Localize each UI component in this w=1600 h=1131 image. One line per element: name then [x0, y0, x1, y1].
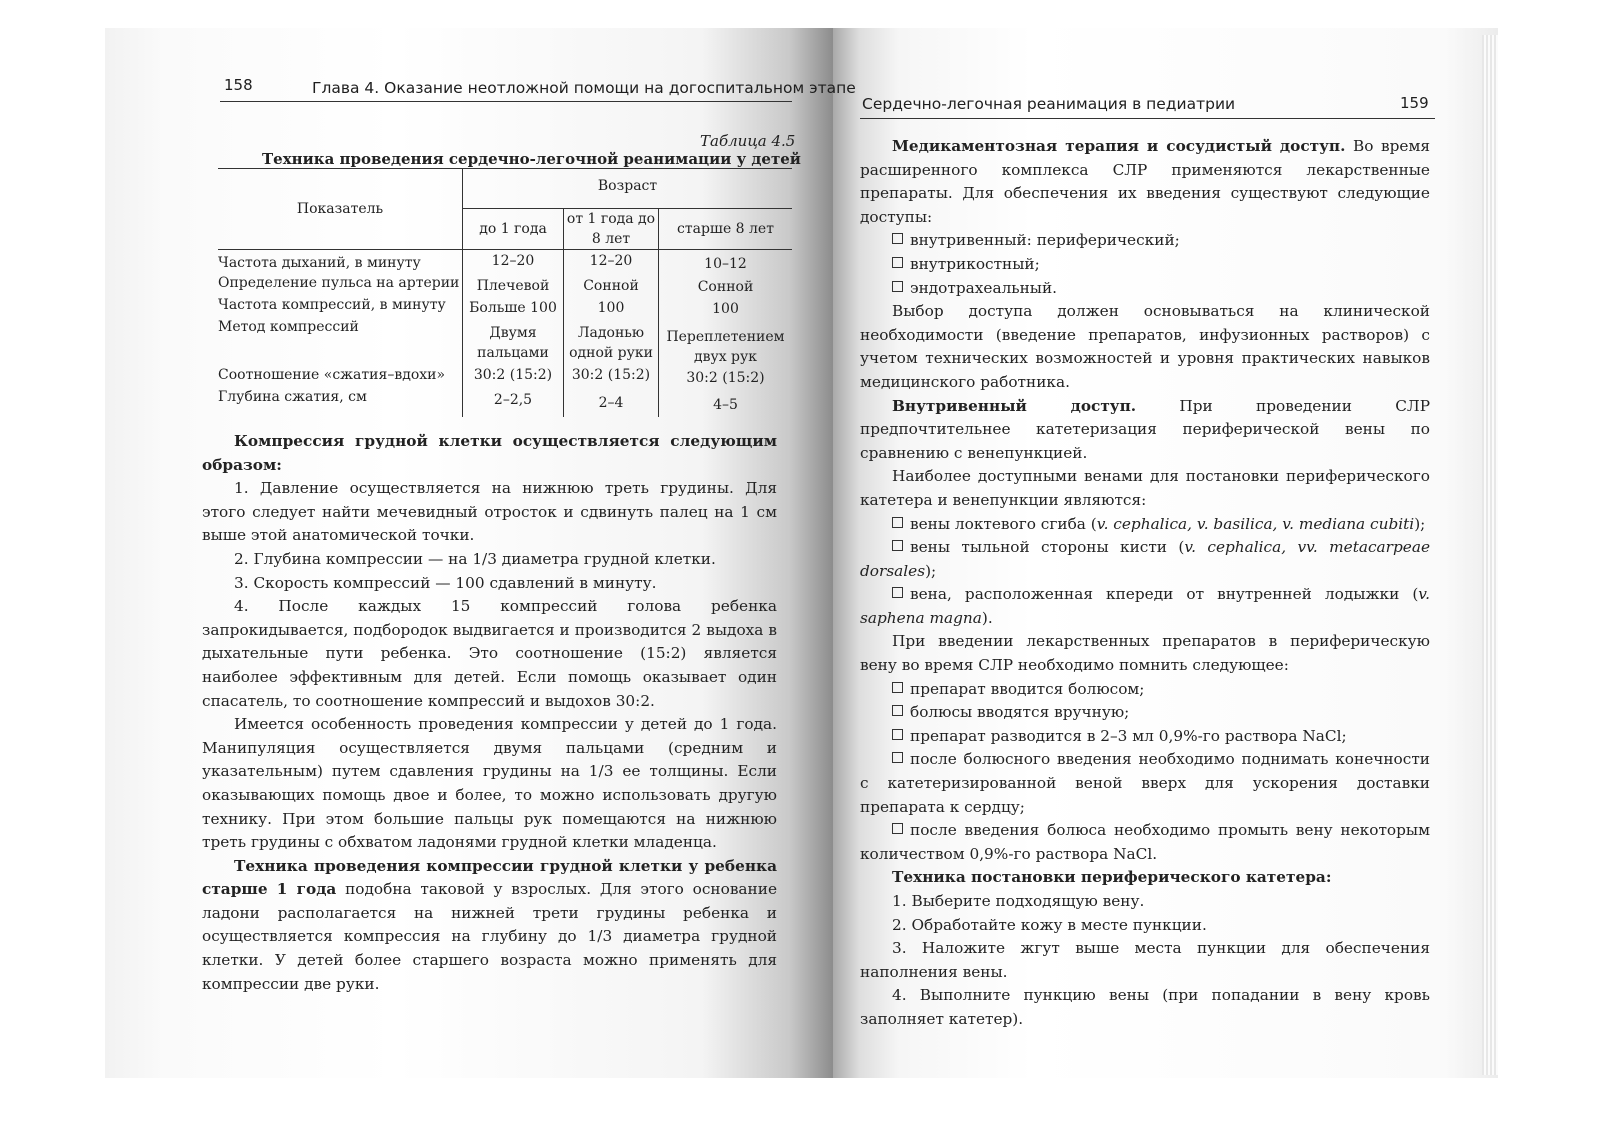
paragraph: Выбор доступа должен основываться на клинической необходимости (введение препаратов, инфузионных растворов) с учетом технических возможностей и уровня практических навыков медицинского работника.	[860, 302, 1430, 391]
checkbox-bullet-icon	[892, 540, 903, 551]
vein-latin: v. cephalica, vv. metacarpeae dorsales	[860, 538, 1430, 580]
list-item	[860, 229, 1430, 253]
page-number-left: 158	[224, 76, 253, 94]
vein-text-end: );	[925, 561, 937, 580]
vein-text: вена, расположенная кпереди от внутренней лодыжки (	[910, 585, 1419, 604]
cell: Плечевой	[463, 275, 564, 297]
paragraph-older-bold: Техника проведения компрессии грудной клетки у ребенка старше 1 года	[202, 856, 777, 899]
vein-latin: v. cephalica, v. basilica, v. mediana cubiti	[1096, 514, 1415, 533]
cell-indicator: Соотношение «сжатия–вдохи»	[218, 367, 446, 383]
cell: 30:2 (15:2)	[564, 367, 659, 389]
list-item-label: после болюсного введения необходимо поднимать конечности с катетеризированной веной вверх для ускорения доставки препарата к сердцу;	[860, 750, 1430, 816]
th-age: Возраст	[463, 169, 793, 209]
list-item	[860, 583, 1430, 630]
vein-latin: v. saphena magna	[860, 585, 1430, 627]
p3-bold: Внутривенный доступ.	[892, 396, 1137, 415]
left-body-text	[202, 430, 777, 996]
checkbox-bullet-icon	[892, 587, 903, 598]
cell-indicator: Частота компрессий, в минуту	[218, 297, 446, 313]
cell-indicator: Глубина сжатия, см	[218, 389, 367, 405]
vein-text: вены локтевого сгиба (	[910, 514, 1097, 533]
checkbox-bullet-icon	[892, 729, 903, 740]
list-item-label: после введения болюса необходимо промыть вену некоторым количеством 0,9%-го раствора NaCl.	[860, 821, 1430, 863]
step-item: 1. Выберите подходящую вену.	[892, 892, 1145, 910]
list-item-label: внутривенный: периферический;	[910, 231, 1180, 250]
cell: 100	[564, 297, 659, 319]
table-row	[218, 389, 792, 417]
cell: 30:2 (15:2)	[463, 367, 564, 389]
cell: Сонной	[659, 275, 793, 297]
list-item	[860, 748, 1430, 819]
list-item	[860, 678, 1430, 702]
list-item-label: болюсы вводятся вручную;	[910, 703, 1130, 722]
compression-heading: Компрессия грудной клетки осуществляется следующим образом:	[202, 432, 777, 474]
cell: 10–12	[659, 250, 793, 276]
cell: Переплетением двух рук	[659, 319, 793, 367]
list-item-label: внутрикостный;	[910, 254, 1040, 273]
p3-text: При проведении СЛР предпочтительнее катетеризация периферической вены по сравнению с венепункцией.	[860, 396, 1430, 462]
cell: 100	[659, 297, 793, 319]
paragraph-older-text: подобна таковой у взрослых. Для этого основание ладони располагается на нижней трети грудины ребенка и осуществляется компрессия на глубину до 1/3 диаметра грудной клетки. У детей более старшего возраста можно применять для компрессии две руки.	[202, 880, 777, 993]
table-row	[218, 250, 792, 276]
th-indicator: Показатель	[218, 169, 463, 250]
step-item: 3. Скорость компрессий — 100 сдавлений в минуту.	[234, 573, 657, 592]
vein-text-end: );	[1414, 514, 1426, 533]
th-age-col: до 1 года	[463, 209, 564, 250]
catheter-heading: Техника постановки периферического катетера:	[892, 868, 1332, 887]
cell: Ладонью одной руки	[564, 319, 659, 367]
list-item	[860, 819, 1430, 866]
cell: 30:2 (15:2)	[659, 367, 793, 389]
header-rule-left	[220, 101, 792, 102]
list-item-label: препарат вводится болюсом;	[910, 679, 1145, 698]
checkbox-bullet-icon	[892, 233, 903, 244]
step-item: 2. Обработайте кожу в месте пункции.	[892, 915, 1207, 934]
right-body-text	[860, 135, 1430, 1032]
table-row	[218, 319, 792, 367]
paragraph-infant: Имеется особенность проведения компрессии у детей до 1 года. Манипуляция осуществляется двумя пальцами (средним и указательным) путем сдавления грудины на 1/3 ее толщины. Если оказывающих помощь двое и более, то можно использовать другую технику. При этом большие пальцы рук помещаются на нижнюю треть грудины с обхватом ладонями грудной клетки младенца.	[202, 715, 777, 852]
paragraph: Наиболее доступными венами для постановки периферического катетера и венепункции являются:	[860, 467, 1430, 509]
checkbox-bullet-icon	[892, 257, 903, 268]
p1-bold: Медикаментозная терапия и сосудистый доступ.	[892, 137, 1346, 155]
cell: 12–20	[564, 250, 659, 276]
p1-text: Во время расширенного комплекса СЛР применяются лекарственные препараты. Для обеспечения их введения существуют следующие доступы:	[860, 137, 1430, 226]
running-head-left: Глава 4. Оказание неотложной помощи на догоспитальном этапе	[312, 79, 856, 97]
header-rule-right	[860, 118, 1435, 119]
list-item	[860, 253, 1430, 277]
page-number-right: 159	[1400, 94, 1429, 112]
checkbox-bullet-icon	[892, 705, 903, 716]
list-item	[860, 725, 1430, 749]
cell: Сонной	[564, 275, 659, 297]
table-caption: Таблица 4.5	[700, 132, 796, 150]
table-row	[218, 275, 792, 297]
table-title: Техника проведения сердечно-легочной реанимации у детей	[262, 150, 801, 168]
table-row	[218, 367, 792, 389]
cell: 12–20	[463, 250, 564, 276]
cell: 2–2,5	[463, 389, 564, 417]
cell-indicator: Определение пульса на артерии	[218, 275, 460, 291]
checkbox-bullet-icon	[892, 752, 903, 763]
page-edges	[1482, 35, 1498, 1075]
cpr-table	[218, 168, 792, 417]
th-age-col: старше 8 лет	[659, 209, 793, 250]
step-item: 1. Давление осуществляется на нижнюю треть грудины. Для этого следует найти мечевидный отросток и сдвинуть палец на 1 см выше этой анатомической точки.	[202, 479, 777, 545]
list-item	[860, 536, 1430, 583]
list-item	[860, 277, 1430, 301]
checkbox-bullet-icon	[892, 281, 903, 292]
step-item: 4. После каждых 15 компрессий голова ребенка запрокидывается, подбородок выдвигается и производится 2 выдоха в дыхательные пути ребенка. Это соотношение (15:2) является наиболее эффективным для детей. Если помощь оказывает один спасатель, то соотношение компрессий и выдохов 30:2.	[202, 597, 777, 710]
step-item: 2. Глубина компрессии — на 1/3 диаметра грудной клетки.	[234, 549, 716, 568]
list-item-label: эндотрахеальный.	[910, 278, 1058, 297]
running-head-right: Сердечно-легочная реанимация в педиатрии	[862, 95, 1236, 113]
table-row	[218, 297, 792, 319]
paragraph: При введении лекарственных препаратов в периферическую вену во время СЛР необходимо помнить следующее:	[860, 632, 1430, 675]
cell: Двумя пальцами	[463, 319, 564, 367]
checkbox-bullet-icon	[892, 823, 903, 834]
cell-indicator: Частота дыханий, в минуту	[218, 255, 421, 271]
step-item: 3. Наложите жгут выше места пункции для обеспечения наполнения вены.	[860, 939, 1430, 981]
cell: Больше 100	[463, 297, 564, 319]
list-item	[860, 513, 1430, 537]
checkbox-bullet-icon	[892, 682, 903, 693]
vein-text-end: ).	[981, 608, 993, 627]
cell: 4–5	[659, 389, 793, 417]
list-item	[860, 701, 1430, 725]
vein-text: вены тыльной стороны кисти (	[910, 538, 1185, 557]
step-item: 4. Выполните пункцию вены (при попадании в вену кровь заполняет катетер).	[860, 986, 1430, 1028]
th-age-col: от 1 года до 8 лет	[564, 209, 659, 250]
checkbox-bullet-icon	[892, 517, 903, 528]
paragraph-older	[202, 855, 777, 997]
list-item-label: препарат разводится в 2–3 мл 0,9%-го раствора NaCl;	[910, 726, 1347, 745]
cell-indicator: Метод компрессий	[218, 319, 359, 335]
cell: 2–4	[564, 389, 659, 417]
